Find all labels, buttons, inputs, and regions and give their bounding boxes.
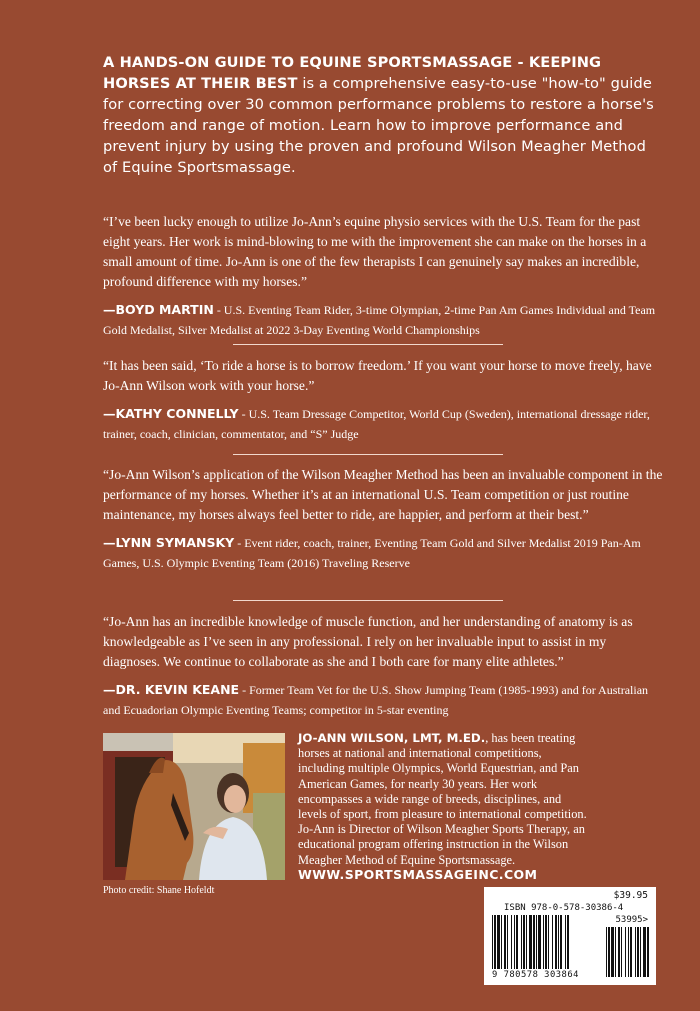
intro-body: is a comprehensive easy-to-use "how-to" guide for correcting over 30 common performance problems to restore a horse's freedom and range of motion. Learn how to improve performance and prevent injury by using the proven and profound Wilson Meagher Method of Equine Sportsmassage. [103,75,654,176]
divider [233,454,503,455]
price-addon-code: 53995> [615,915,648,925]
testimonial-name: —DR. KEVIN KEANE [103,682,240,697]
isbn-label: ISBN 978-0-578-30386-4 [504,903,624,913]
author-photo [103,733,285,880]
testimonial [103,465,663,573]
author-name: JO-ANN WILSON, LMT, M.ED. [298,731,486,745]
testimonial-name: —KATHY CONNELLY [103,406,239,421]
website-url: WWW.SPORTSMASSAGEINC.COM [298,867,538,882]
photo-credit: Photo credit: Shane Hofeldt [103,885,215,896]
testimonial-quote: “Jo-Ann has an incredible knowledge of muscle function, and her understanding of anatomy is as knowledgeable as I’ve seen in any professional. I rely on her invaluable input to assist in my diagnoses. We continue to collaborate as she and I both care for many elite athletes.” [103,614,633,669]
testimonial [103,212,663,340]
author-bio [298,731,588,868]
testimonial-attribution [103,300,663,340]
testimonial-credentials: - Event rider, coach, trainer, Eventing Team Gold and Silver Medalist 2019 Pan-Am Games, U.S. Olympic Eventing Team (2016) Traveling Reserve [103,536,641,570]
testimonial-quote: “It has been said, ‘To ride a horse is to borrow freedom.’ If you want your horse to move freely, have Jo-Ann Wilson work with your horse.” [103,358,652,393]
divider [233,344,503,345]
testimonial-quote: “I’ve been lucky enough to utilize Jo-Ann’s equine physio services with the U.S. Team for the past eight years. Her work is mind-blowing to me with the improvement she can make on the horses in a small amount of time. Jo-Ann is one of the few therapists I can genuinely say makes an incredible, profound difference with my horses.” [103,214,647,289]
testimonial-quote: “Jo-Ann Wilson’s application of the Wilson Meagher Method has been an invaluable component in the performance of my horses. Whether it’s at an international U.S. Team competition or just routine maintenance, my horses always feel better to ride, are happier, and perform at their best.” [103,467,663,522]
price-label: $39.95 [613,890,648,901]
testimonial [103,612,663,720]
testimonial-credentials: - Former Team Vet for the U.S. Show Jumping Team (1985-1993) and for Australian and Ecuadorian Olympic Eventing Teams; competitor in 5-star eventing [103,683,649,717]
author-bio-text: , has been treating horses at national and international competitions, including multiple Olympics, World Equestrian, and Pan American Games, for nearly 30 years. Her work encompasses a wide range of breeds, disciplines, and levels of sport, from pleasure to international competition. Jo-Ann is Director of Wilson Meagher Sports Therapy, an educational program offering instruction in the Wilson Meagher Method of Equine Sportsmassage. [298,731,587,867]
testimonial-credentials: - U.S. Eventing Team Rider, 3-time Olympian, 2-time Pan Am Games Individual and Team Gold Medalist, Silver Medalist at 2022 3-Day Eventing World Championships [103,303,656,337]
testimonial [103,356,663,444]
barcode-digits: 9 780578 303864 [492,970,579,980]
intro-paragraph [103,52,663,178]
testimonial-name: —BOYD MARTIN [103,302,214,317]
book-title: A HANDS-ON GUIDE TO EQUINE SPORTSMASSAGE - KEEPING HORSES AT THEIR BEST [103,54,602,92]
testimonial-credentials: - U.S. Team Dressage Competitor, World Cup (Sweden), international dressage rider, trainer, coach, clinician, commentator, and “S” Judge [103,407,650,441]
testimonial-attribution [103,404,663,444]
testimonial-name: —LYNN SYMANSKY [103,535,235,550]
isbn-barcode [484,887,656,985]
testimonial-attribution [103,680,663,720]
divider [233,600,503,601]
testimonial-attribution [103,533,663,573]
